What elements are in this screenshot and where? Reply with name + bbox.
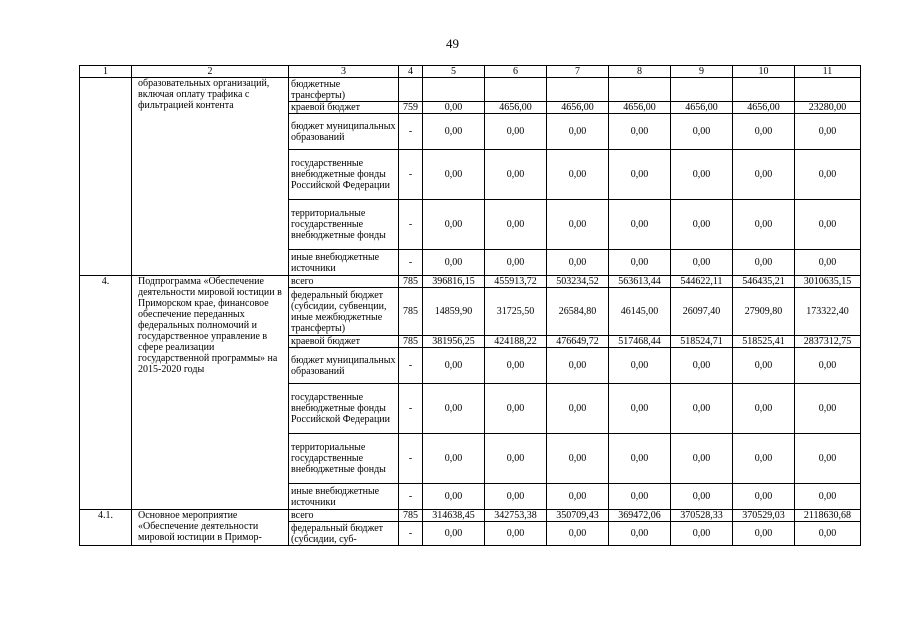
amount-cell: 0,00 xyxy=(795,522,861,546)
funding-source: территориальные государственные внебюджетные фонды xyxy=(289,200,399,250)
budget-code: - xyxy=(399,384,423,434)
amount-cell: 0,00 xyxy=(795,348,861,384)
amount-cell: 0,00 xyxy=(733,150,795,200)
amount-cell: 342753,38 xyxy=(485,510,547,522)
budget-code: - xyxy=(399,434,423,484)
table-row xyxy=(80,510,861,522)
budget-code: 759 xyxy=(399,102,423,114)
funding-source: федеральный бюджет (субсидии, суб- xyxy=(289,522,399,546)
column-number: 9 xyxy=(671,66,733,78)
amount-cell: 0,00 xyxy=(423,348,485,384)
amount-cell: 3010635,15 xyxy=(795,276,861,288)
funding-source: федеральный бюджет (субсидии, субвенции, иные межбюджетные трансферты) xyxy=(289,288,399,336)
amount-cell: 0,00 xyxy=(423,114,485,150)
amount-cell: 350709,43 xyxy=(547,510,609,522)
budget-table xyxy=(79,65,861,546)
column-number: 11 xyxy=(795,66,861,78)
amount-cell: 0,00 xyxy=(547,348,609,384)
amount-cell: 0,00 xyxy=(485,434,547,484)
amount-cell: 0,00 xyxy=(671,114,733,150)
amount-cell: 14859,90 xyxy=(423,288,485,336)
amount-cell xyxy=(423,78,485,102)
amount-cell: 0,00 xyxy=(795,150,861,200)
amount-cell: 0,00 xyxy=(795,114,861,150)
amount-cell: 0,00 xyxy=(547,484,609,510)
amount-cell: 0,00 xyxy=(423,102,485,114)
amount-cell: 369472,06 xyxy=(609,510,671,522)
amount-cell: 0,00 xyxy=(485,150,547,200)
amount-cell: 0,00 xyxy=(609,384,671,434)
table-row xyxy=(80,276,861,288)
column-number: 8 xyxy=(609,66,671,78)
amount-cell: 0,00 xyxy=(609,250,671,276)
amount-cell: 0,00 xyxy=(733,434,795,484)
amount-cell: 0,00 xyxy=(423,522,485,546)
funding-source: краевой бюджет xyxy=(289,102,399,114)
funding-source: бюджетные трансферты) xyxy=(289,78,399,102)
funding-source: территориальные государственные внебюджетные фонды xyxy=(289,434,399,484)
amount-cell: 0,00 xyxy=(795,434,861,484)
amount-cell: 0,00 xyxy=(547,250,609,276)
amount-cell: 2837312,75 xyxy=(795,336,861,348)
amount-cell: 2118630,68 xyxy=(795,510,861,522)
column-number: 5 xyxy=(423,66,485,78)
column-number: 7 xyxy=(547,66,609,78)
amount-cell: 0,00 xyxy=(671,384,733,434)
amount-cell: 4656,00 xyxy=(733,102,795,114)
amount-cell: 503234,52 xyxy=(547,276,609,288)
amount-cell: 563613,44 xyxy=(609,276,671,288)
amount-cell: 0,00 xyxy=(609,150,671,200)
amount-cell: 26097,40 xyxy=(671,288,733,336)
funding-source: бюджет муниципальных образований xyxy=(289,348,399,384)
amount-cell: 0,00 xyxy=(485,348,547,384)
budget-code: - xyxy=(399,522,423,546)
column-number: 6 xyxy=(485,66,547,78)
amount-cell: 370528,33 xyxy=(671,510,733,522)
column-number: 2 xyxy=(132,66,289,78)
amount-cell: 0,00 xyxy=(423,434,485,484)
column-number: 1 xyxy=(80,66,132,78)
amount-cell: 0,00 xyxy=(485,384,547,434)
amount-cell xyxy=(609,78,671,102)
amount-cell: 0,00 xyxy=(795,200,861,250)
budget-code: 785 xyxy=(399,288,423,336)
item-number: 4.1. xyxy=(80,510,132,546)
amount-cell: 0,00 xyxy=(795,250,861,276)
amount-cell: 0,00 xyxy=(795,384,861,434)
amount-cell: 0,00 xyxy=(733,250,795,276)
budget-code: - xyxy=(399,200,423,250)
amount-cell: 0,00 xyxy=(485,484,547,510)
amount-cell: 4656,00 xyxy=(671,102,733,114)
item-number: 4. xyxy=(80,276,132,510)
funding-source: всего xyxy=(289,510,399,522)
amount-cell: 546435,21 xyxy=(733,276,795,288)
amount-cell: 0,00 xyxy=(671,522,733,546)
amount-cell: 0,00 xyxy=(547,114,609,150)
amount-cell xyxy=(485,78,547,102)
amount-cell: 4656,00 xyxy=(609,102,671,114)
budget-code: - xyxy=(399,348,423,384)
budget-code: - xyxy=(399,250,423,276)
column-number: 4 xyxy=(399,66,423,78)
amount-cell: 455913,72 xyxy=(485,276,547,288)
amount-cell: 0,00 xyxy=(485,114,547,150)
budget-code: 785 xyxy=(399,510,423,522)
amount-cell: 0,00 xyxy=(733,522,795,546)
amount-cell: 0,00 xyxy=(609,114,671,150)
header-row xyxy=(80,66,861,78)
amount-cell: 0,00 xyxy=(423,484,485,510)
amount-cell: 0,00 xyxy=(547,434,609,484)
amount-cell: 27909,80 xyxy=(733,288,795,336)
budget-code: - xyxy=(399,114,423,150)
amount-cell: 0,00 xyxy=(423,250,485,276)
funding-source: государственные внебюджетные фонды Российской Федерации xyxy=(289,384,399,434)
amount-cell: 314638,45 xyxy=(423,510,485,522)
amount-cell: 518525,41 xyxy=(733,336,795,348)
table-row xyxy=(80,78,861,102)
amount-cell: 0,00 xyxy=(547,150,609,200)
item-number xyxy=(80,78,132,276)
budget-code: - xyxy=(399,484,423,510)
amount-cell: 0,00 xyxy=(485,522,547,546)
amount-cell: 0,00 xyxy=(423,384,485,434)
amount-cell: 0,00 xyxy=(671,434,733,484)
amount-cell: 381956,25 xyxy=(423,336,485,348)
amount-cell xyxy=(671,78,733,102)
amount-cell: 31725,50 xyxy=(485,288,547,336)
amount-cell: 0,00 xyxy=(609,484,671,510)
amount-cell: 396816,15 xyxy=(423,276,485,288)
amount-cell: 0,00 xyxy=(485,200,547,250)
amount-cell: 0,00 xyxy=(671,200,733,250)
amount-cell: 518524,71 xyxy=(671,336,733,348)
amount-cell: 0,00 xyxy=(485,250,547,276)
amount-cell xyxy=(733,78,795,102)
amount-cell: 424188,22 xyxy=(485,336,547,348)
funding-source: иные внебюджетные источники xyxy=(289,484,399,510)
amount-cell: 0,00 xyxy=(423,150,485,200)
amount-cell: 0,00 xyxy=(609,522,671,546)
column-number: 3 xyxy=(289,66,399,78)
amount-cell: 0,00 xyxy=(423,200,485,250)
budget-code: 785 xyxy=(399,336,423,348)
funding-source: бюджет муниципальных образований xyxy=(289,114,399,150)
amount-cell: 23280,00 xyxy=(795,102,861,114)
amount-cell: 0,00 xyxy=(547,200,609,250)
funding-source: краевой бюджет xyxy=(289,336,399,348)
amount-cell: 0,00 xyxy=(733,384,795,434)
budget-code: 785 xyxy=(399,276,423,288)
amount-cell: 4656,00 xyxy=(485,102,547,114)
amount-cell: 476649,72 xyxy=(547,336,609,348)
page-number: 49 xyxy=(446,36,459,51)
amount-cell: 0,00 xyxy=(671,150,733,200)
amount-cell: 0,00 xyxy=(547,384,609,434)
amount-cell: 26584,80 xyxy=(547,288,609,336)
amount-cell: 0,00 xyxy=(733,200,795,250)
amount-cell: 0,00 xyxy=(671,250,733,276)
funding-source: иные внебюджетные источники xyxy=(289,250,399,276)
amount-cell: 0,00 xyxy=(733,348,795,384)
amount-cell: 0,00 xyxy=(671,348,733,384)
item-name: Основное мероприятие «Обеспечение деятельности мировой юстиции в Примор- xyxy=(132,510,289,546)
amount-cell: 544622,11 xyxy=(671,276,733,288)
column-number: 10 xyxy=(733,66,795,78)
item-name: образовательных организаций, включая оплату трафика с фильтрацией контента xyxy=(132,78,289,276)
funding-source: государственные внебюджетные фонды Российской Федерации xyxy=(289,150,399,200)
amount-cell xyxy=(795,78,861,102)
amount-cell xyxy=(547,78,609,102)
amount-cell: 370529,03 xyxy=(733,510,795,522)
amount-cell: 0,00 xyxy=(795,484,861,510)
amount-cell: 0,00 xyxy=(733,114,795,150)
amount-cell: 517468,44 xyxy=(609,336,671,348)
amount-cell: 173322,40 xyxy=(795,288,861,336)
amount-cell: 0,00 xyxy=(609,348,671,384)
amount-cell: 0,00 xyxy=(547,522,609,546)
amount-cell: 46145,00 xyxy=(609,288,671,336)
amount-cell: 0,00 xyxy=(609,200,671,250)
amount-cell: 0,00 xyxy=(733,484,795,510)
funding-source: всего xyxy=(289,276,399,288)
amount-cell: 0,00 xyxy=(609,434,671,484)
amount-cell: 0,00 xyxy=(671,484,733,510)
amount-cell: 4656,00 xyxy=(547,102,609,114)
budget-code xyxy=(399,78,423,102)
item-name: Подпрограмма «Обеспечение деятельности мировой юстиции в Приморском крае, финансовое обеспечение переданных федеральных полномочий и государственное управление в сфере реализации государственной программы» на 2015-2020 годы xyxy=(132,276,289,510)
budget-code: - xyxy=(399,150,423,200)
